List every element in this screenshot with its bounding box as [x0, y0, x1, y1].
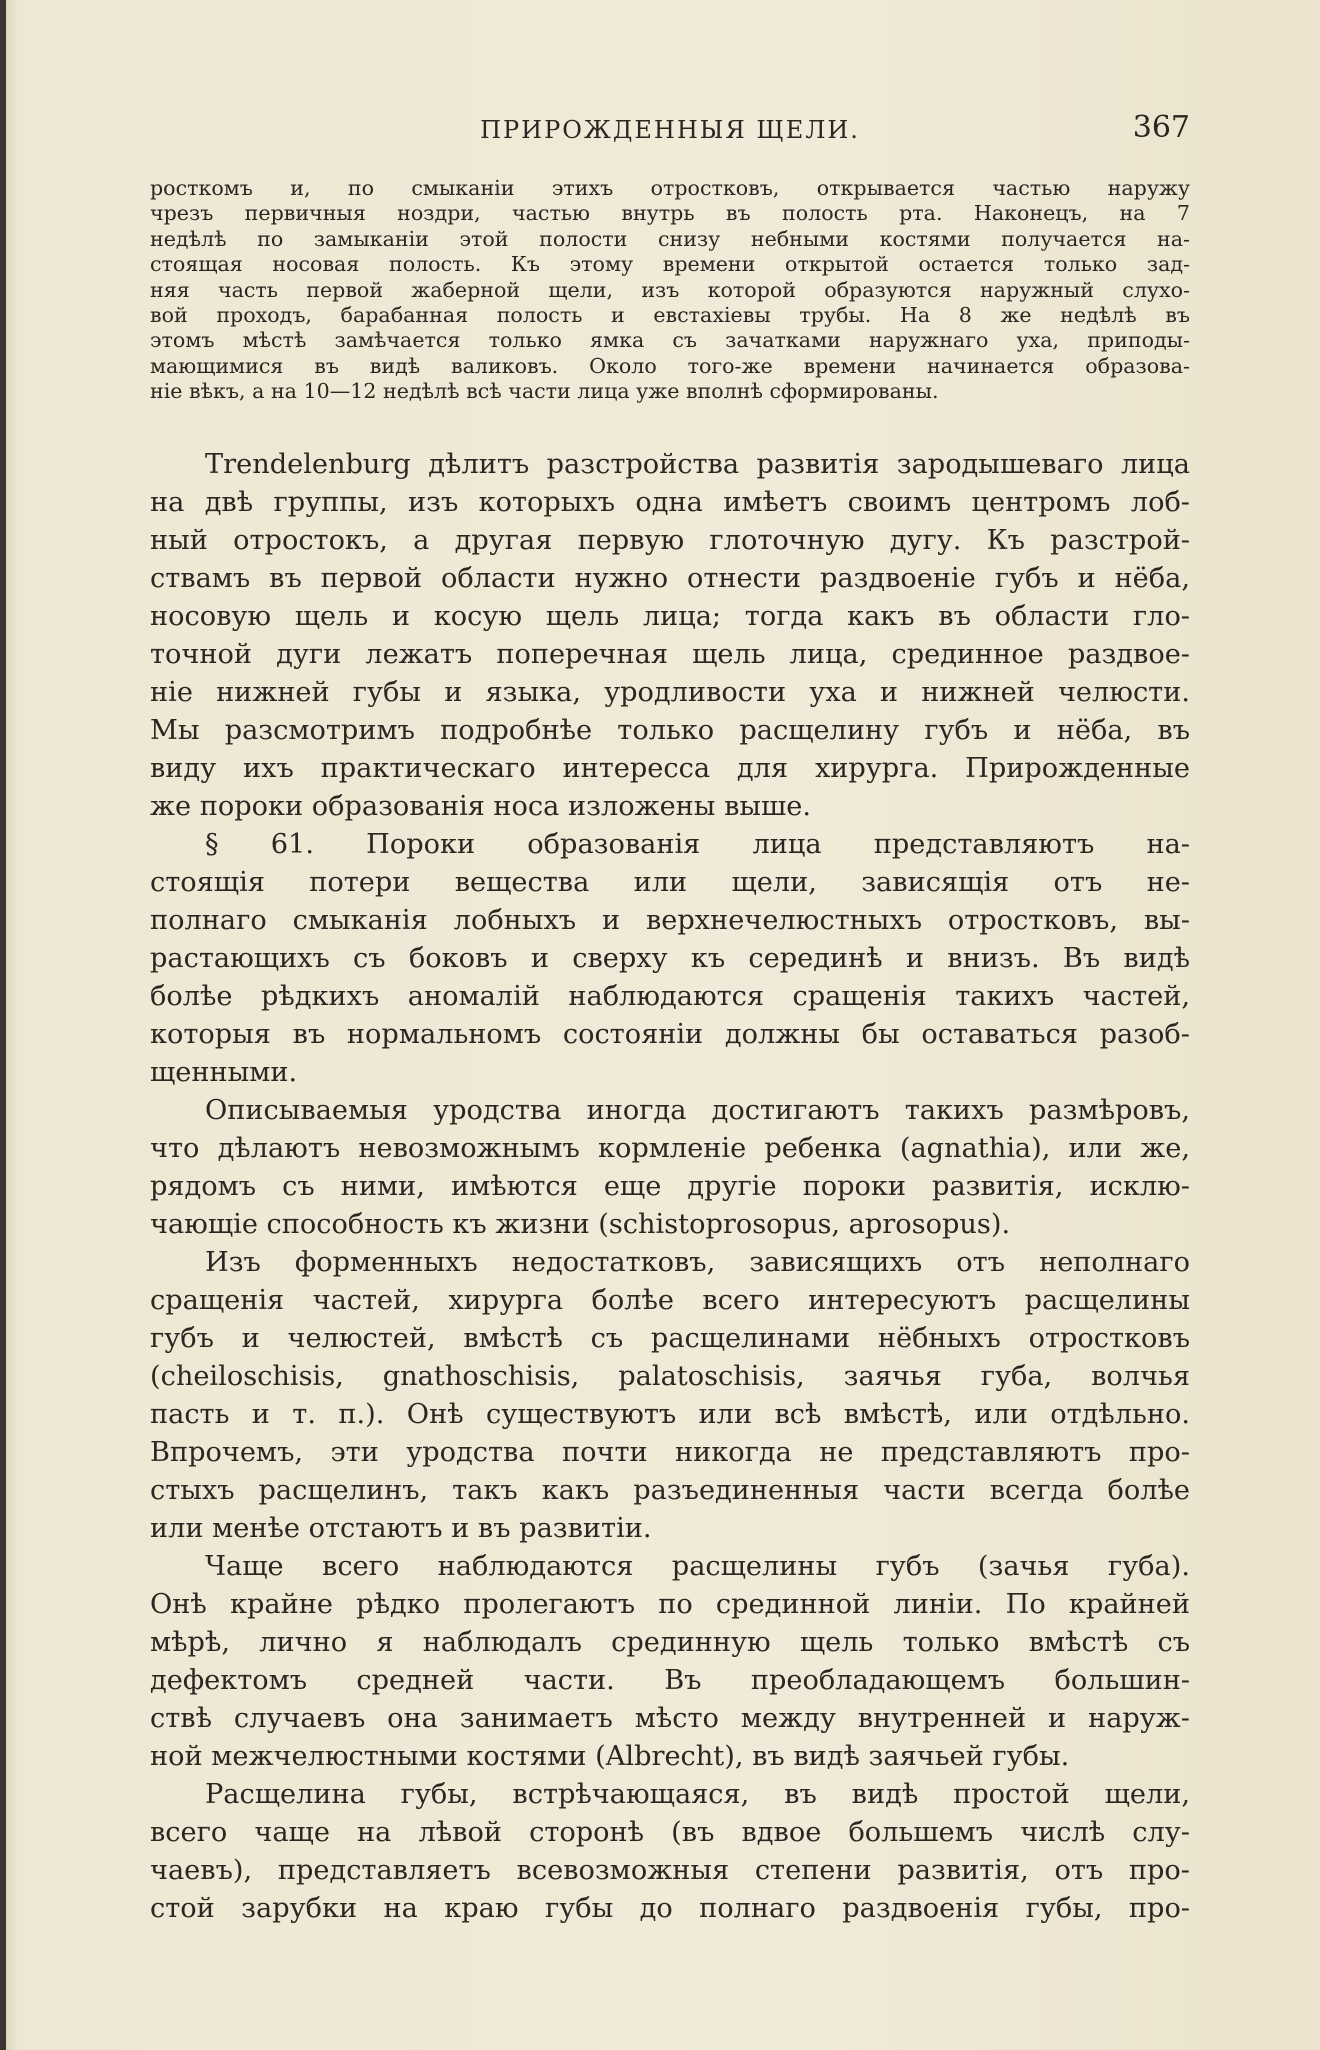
text-line: носовую щель и косую щель лица; тогда какъ въ области гло- — [150, 601, 1190, 632]
text-line: сращенія частей, хирурга болѣе всего интересуютъ расщелины — [150, 1285, 1190, 1316]
text-line: рядомъ съ ними, имѣются еще другіе пороки развитія, исклю- — [150, 1171, 1190, 1202]
text-line: (cheiloschisis, gnathoschisis, palatoschisis, заячья губа, волчья — [150, 1361, 1190, 1392]
page-number: 367 — [1132, 110, 1190, 145]
text-line: Описываемыя уродства иногда достигаютъ такихъ размѣровъ, — [205, 1095, 1190, 1126]
text-line: же пороки образованія носа изложены выше. — [150, 791, 812, 822]
text-line: стоящая носовая полость. Къ этому времени открытой остается только зад- — [150, 252, 1190, 277]
section-heading-line: § 61. Пороки образованія лица представляютъ на- — [205, 829, 1190, 860]
text-line: чающіе способность къ жизни (schistoprosopus, aprosopus). — [150, 1209, 1011, 1240]
text-line: Изъ форменныхъ недостатковъ, зависящихъ отъ неполнаго — [205, 1247, 1190, 1278]
text-line: стоящія потери вещества или щели, зависящія отъ не- — [150, 867, 1190, 898]
text-line: Расщелина губы, встрѣчающаяся, въ видѣ простой щели, — [205, 1779, 1190, 1810]
text-line: недѣлѣ по замыканіи этой полости снизу небными костями получается на- — [150, 226, 1190, 251]
text-line: чрезъ первичныя ноздри, частью внутрь въ полость рта. Наконецъ, на 7 — [150, 201, 1190, 226]
text-line: дефектомъ средней части. Въ преобладающемъ большин- — [150, 1665, 1190, 1696]
text-line: растающихъ съ боковъ и сверху къ серединѣ и внизъ. Въ видѣ — [150, 943, 1190, 974]
text-line: которыя въ нормальномъ состояніи должны бы оставаться разоб- — [150, 1019, 1190, 1050]
text-line: или менѣе отстаютъ и въ развитіи. — [150, 1513, 652, 1544]
text-line: полнаго смыканія лобныхъ и верхнечелюстныхъ отростковъ, вы- — [150, 905, 1190, 936]
text-line: ной межчелюстными костями (Albrecht), въ видѣ заячьей губы. — [150, 1741, 1070, 1772]
text-line: стой зарубки на краю губы до полнаго раздвоенія губы, про- — [150, 1893, 1190, 1924]
running-title: ПРИРОЖДЕННЫЯ ЩЕЛИ. — [480, 116, 860, 144]
text-line: что дѣлаютъ невозможнымъ кормленіе ребенка (agnathia), или же, — [150, 1133, 1190, 1164]
page-edge-shadow — [0, 0, 6, 2050]
text-line: няя часть первой жаберной щели, изъ которой образуются наружный слухо- — [150, 277, 1190, 302]
text-line: Впрочемъ, эти уродства почти никогда не представляютъ про- — [150, 1437, 1190, 1468]
text-line: щенными. — [150, 1057, 298, 1088]
text-line: точной дуги лежатъ поперечная щель лица, срединное раздвое- — [150, 639, 1190, 670]
text-line: губъ и челюстей, вмѣстѣ съ расщелинами нёбныхъ отростковъ — [150, 1323, 1190, 1354]
text-line: ный отростокъ, а другая первую глоточную дугу. Къ разстрой- — [150, 525, 1190, 556]
text-line: мѣрѣ, лично я наблюдалъ срединную щель только вмѣстѣ съ — [150, 1627, 1190, 1658]
text-line: росткомъ и, по смыканіи этихъ отростковъ, открывается частью наружу — [150, 176, 1190, 200]
main-body-text — [150, 446, 1190, 1928]
text-line: стыхъ расщелинъ, такъ какъ разъединенныя части всегда болѣе — [150, 1475, 1190, 1506]
text-line: Онѣ крайне рѣдко пролегаютъ по срединной линіи. По крайней — [150, 1589, 1190, 1620]
text-line: ствѣ случаевъ она занимаетъ мѣсто между внутренней и наруж- — [150, 1703, 1190, 1734]
text-line: Trendelenburg дѣлитъ разстройства развитія зародышеваго лица — [205, 449, 1190, 480]
text-line: Чаще всего наблюдаются расщелины губъ (зачья губа). — [205, 1551, 1190, 1582]
text-line: на двѣ группы, изъ которыхъ одна имѣетъ своимъ центромъ лоб- — [150, 487, 1190, 518]
text-line: ствамъ въ первой области нужно отнести раздвоеніе губъ и нёба, — [150, 563, 1190, 594]
small-print-paragraph — [150, 176, 1190, 405]
text-line: Мы разсмотримъ подробнѣе только расщелину губъ и нёба, въ — [150, 715, 1190, 746]
text-line: ніе вѣкъ, а на 10—12 недѣлѣ всѣ части лица уже вполнѣ сформированы. — [150, 379, 939, 404]
text-line: пасть и т. п.). Онѣ существуютъ или всѣ вмѣстѣ, или отдѣльно. — [150, 1399, 1190, 1430]
text-line: этомъ мѣстѣ замѣчается только ямка съ зачатками наружнаго уха, приподы- — [150, 328, 1190, 353]
text-line: вой проходъ, барабанная полость и евстахіевы трубы. На 8 же недѣлѣ въ — [150, 302, 1190, 327]
text-line: ніе нижней губы и языка, уродливости уха и нижней челюсти. — [150, 677, 1190, 708]
page-header — [150, 110, 1190, 150]
text-line: чаевъ), представляетъ всевозможныя степени развитія, отъ про- — [150, 1855, 1190, 1886]
text-line: виду ихъ практическаго интересса для хирурга. Прирожденные — [150, 753, 1190, 784]
text-line: мающимися въ видѣ валиковъ. Около того-же времени начинается образова- — [150, 353, 1190, 378]
text-line: болѣе рѣдкихъ аномалій наблюдаются сращенія такихъ частей, — [150, 981, 1190, 1012]
text-line: всего чаще на лѣвой сторонѣ (въ вдвое большемъ числѣ слу- — [150, 1817, 1190, 1848]
